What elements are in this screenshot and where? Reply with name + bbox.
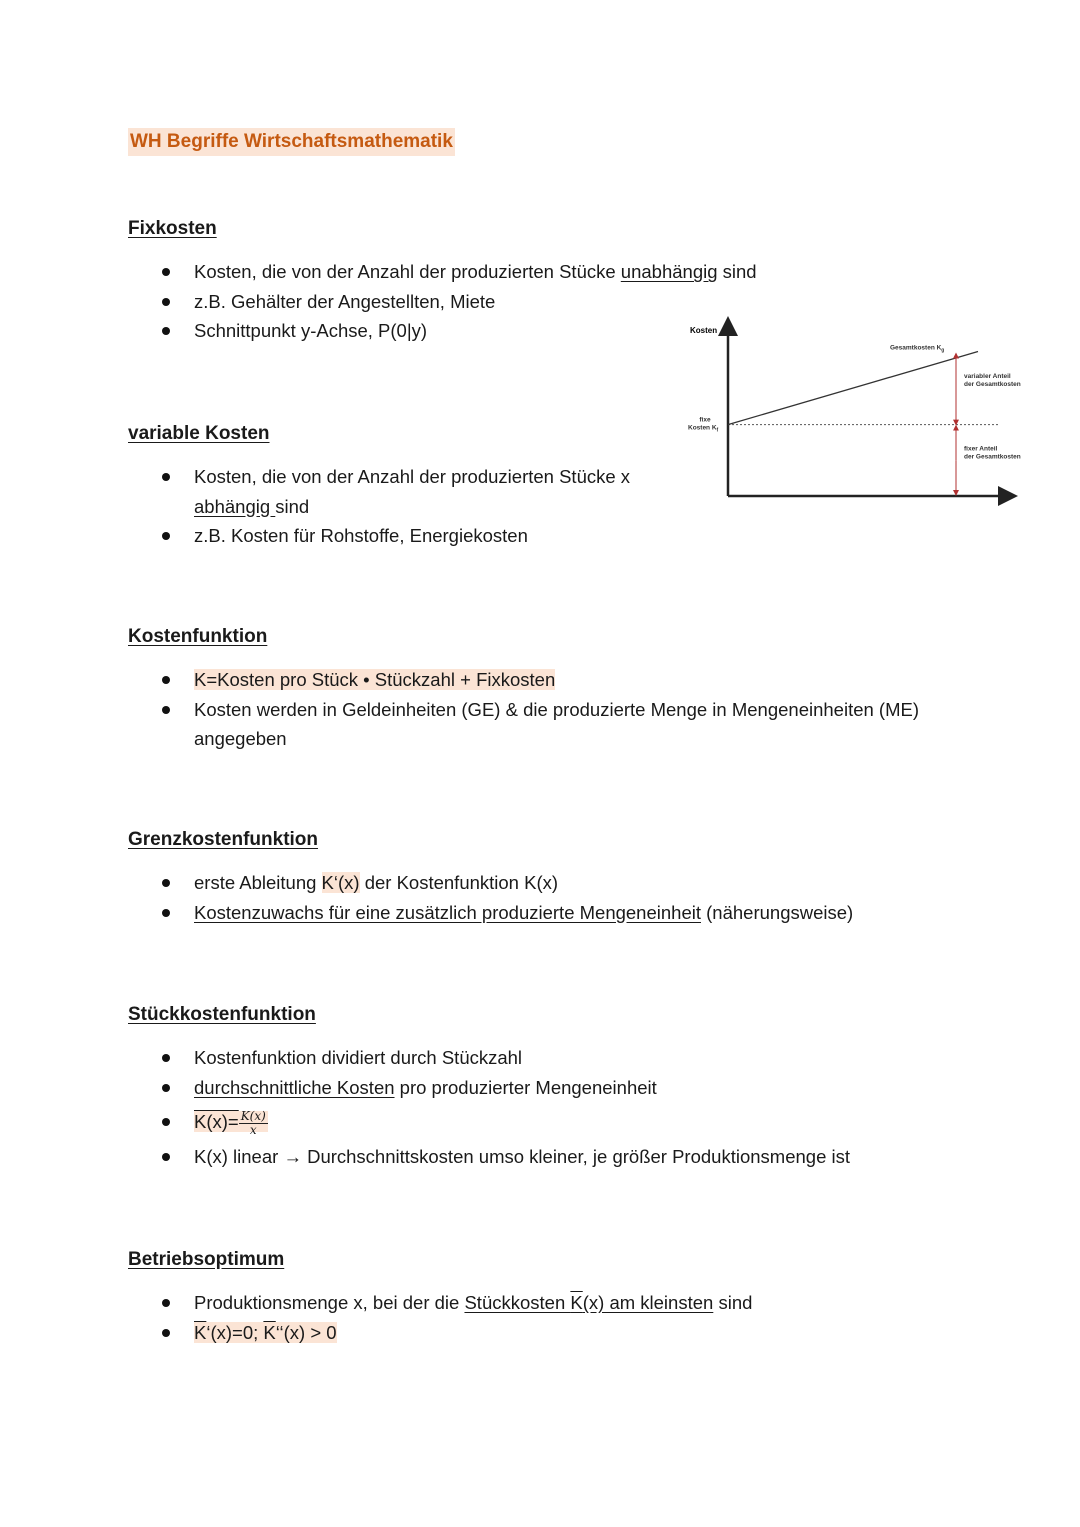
list-item: durchschnittliche Kosten pro produzierter Mengeneinheit — [128, 1073, 948, 1103]
bullet-icon — [162, 473, 170, 481]
list-item: K=Kosten pro Stück • Stückzahl + Fixkosten — [128, 665, 948, 695]
list-item — [128, 1102, 948, 1142]
stueckkosten-formula: K(x)= $\frac{K(x)}{x}$ — [194, 1108, 266, 1137]
list-item: K(x) linear → Durchschnittskosten umso kleiner, je größer Produktionsmenge ist — [128, 1142, 948, 1172]
section-stueckkostenfunktion — [128, 1001, 948, 1172]
heading-kostenfunktion: Kostenfunktion — [128, 626, 268, 647]
heading-variable-kosten: variable Kosten — [128, 423, 270, 444]
list-item: Produktionsmenge x, bei der die Stückkosten K(x) am kleinsten sind — [128, 1288, 948, 1318]
heading-stueckkostenfunktion: Stückkostenfunktion — [128, 1004, 316, 1025]
list-item: erste Ableitung K‘(x) der Kostenfunktion K(x) — [128, 868, 948, 898]
heading-fixkosten: Fixkosten — [128, 218, 217, 239]
bullet-icon — [162, 1299, 170, 1307]
total-cost-label: Gesamtkosten $K_g$ — [890, 344, 945, 354]
section-betriebsoptimum — [128, 1246, 948, 1347]
bullet-icon — [162, 1118, 170, 1126]
bullet-icon — [162, 298, 170, 306]
bullet-icon — [162, 1084, 170, 1092]
list-item: Kostenfunktion dividiert durch Stückzahl — [128, 1043, 948, 1073]
bullet-icon — [162, 1054, 170, 1062]
bullet-icon — [162, 676, 170, 684]
bullet-icon — [162, 1329, 170, 1337]
fixed-cost-label: fixe — [699, 416, 711, 424]
heading-grenzkostenfunktion: Grenzkostenfunktion — [128, 829, 319, 850]
betriebsoptimum-formula: $\overline{K}‘(x)=0$; $\overline{K}‘‘(x) > 0$ — [194, 1321, 337, 1343]
section-grenzkostenfunktion — [128, 826, 948, 927]
bullet-icon — [162, 327, 170, 335]
list-item: Kostenzuwachs für eine zusätzlich produzierte Mengeneinheit (näherungsweise) — [128, 898, 948, 928]
cost-chart — [672, 316, 1042, 512]
bullet-icon — [162, 706, 170, 714]
list-item: z.B. Gehälter der Angestellten, Miete — [128, 287, 948, 317]
list-item — [128, 1318, 948, 1348]
fixed-share-label-2: der Gesamtkosten — [964, 453, 1021, 461]
list-item: Schnittpunkt y-Achse, P(0|y) — [128, 316, 948, 346]
variable-share-label: variabler Anteil — [964, 373, 1011, 381]
bullet-icon — [162, 1153, 170, 1161]
section-variable-kosten — [128, 420, 688, 551]
bullet-icon — [162, 268, 170, 276]
y-axis-label: Kosten — [690, 326, 718, 335]
list-item: z.B. Kosten für Rohstoffe, Energiekosten — [128, 521, 688, 551]
list-item: Kosten, die von der Anzahl der produzierten Stücke unabhängig sind — [128, 257, 948, 287]
section-kostenfunktion — [128, 623, 948, 754]
bullet-icon — [162, 909, 170, 917]
total-cost-line — [728, 352, 978, 425]
variable-share-label-2: der Gesamtkosten — [964, 381, 1021, 389]
bullet-icon — [162, 532, 170, 540]
list-item: Kosten, die von der Anzahl der produzierten Stücke x abhängig sind — [128, 462, 688, 521]
fixed-cost-label-2: Kosten $K_f$ — [688, 424, 719, 434]
heading-betriebsoptimum: Betriebsoptimum — [128, 1249, 285, 1270]
bullet-icon — [162, 879, 170, 887]
document-title: WH Begriffe Wirtschaftsmathematik — [128, 128, 455, 156]
list-item: Kosten werden in Geldeinheiten (GE) & die produzierte Menge in Mengeneinheiten (ME) angegeben — [128, 695, 948, 754]
fixed-share-label: fixer Anteil — [964, 445, 998, 453]
